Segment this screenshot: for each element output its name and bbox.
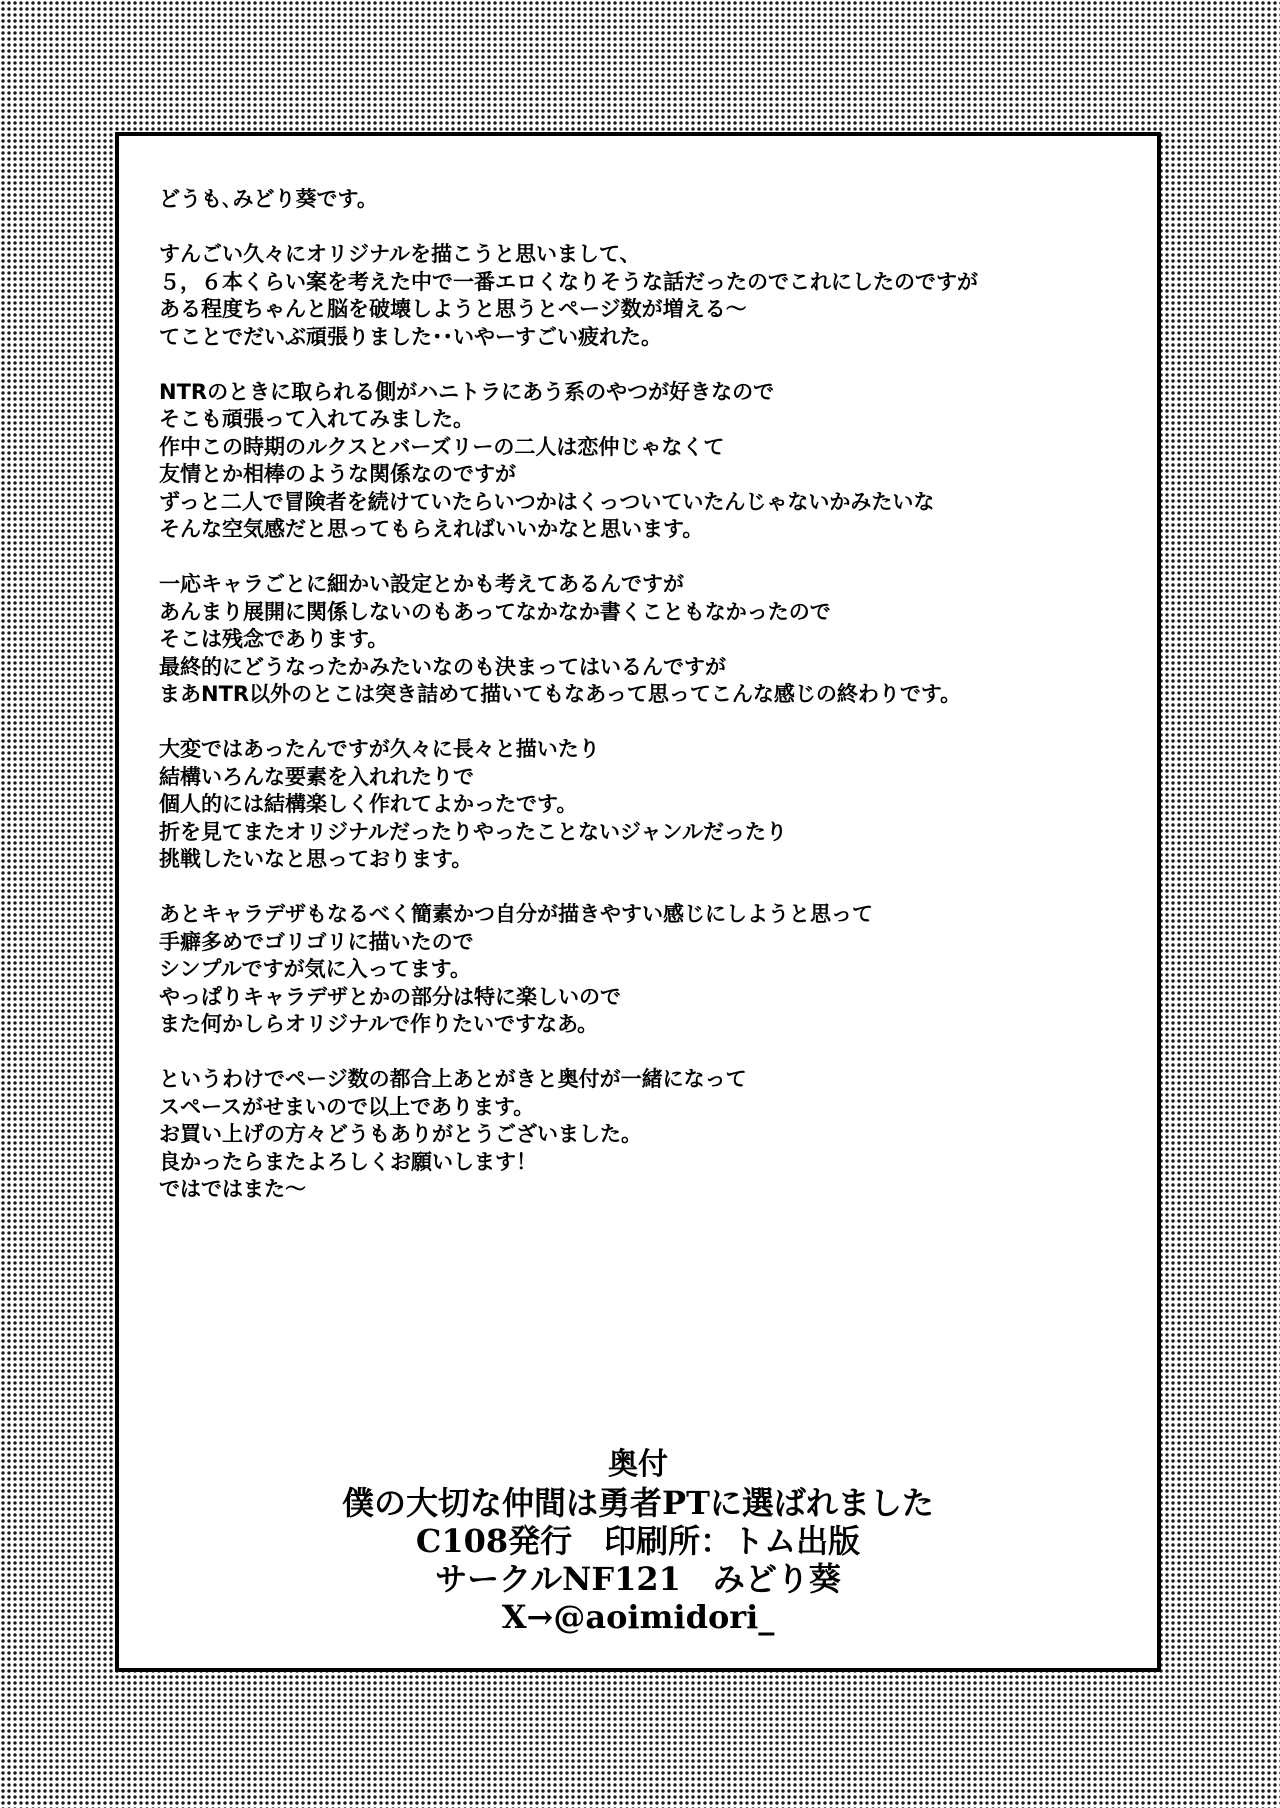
afterword-line: どうも､みどり葵です。: [159, 187, 378, 211]
afterword-line: というわけでページ数の都合上あとがきと奥付が一緒になって: [159, 1067, 747, 1091]
afterword-line: やっぱりキャラデザとかの部分は特に楽しいので: [159, 984, 621, 1009]
afterword-paragraph: [159, 571, 1129, 709]
afterword-line: また何かしらオリジナルで作りたいですなあ。: [159, 1012, 599, 1036]
afterword-line: 一応キャラごとに細かい設定とかも考えてあるんですが: [159, 572, 684, 596]
afterword-line: ずっと二人で冒険者を続けていたらいつかはくっついていたんじゃないかみたいな: [159, 489, 935, 514]
social-handle: X→@aoimidori_: [501, 1598, 775, 1636]
afterword-line: まあNTR以外のとこは突き詰めて描いてもなあって思ってこんな感じの終わりです。: [159, 682, 962, 706]
afterword-line: ある程度ちゃんと脳を破壊しようと思うとページ数が増える〜: [159, 297, 747, 321]
afterword-paragraph: [159, 241, 1129, 351]
afterword-line: シンプルですが気に入ってます。: [159, 957, 471, 981]
afterword-line: あとキャラデザもなるべく簡素かつ自分が描きやすい感じにしようと思って: [159, 902, 873, 926]
afterword-paragraph: [159, 1066, 1129, 1204]
afterword-line: NTRのときに取られる側がハニトラにあう系のやつが好きなので: [159, 379, 775, 404]
afterword-line: ５，６本くらい案を考えた中で一番エロくなりそうな話だったのでこれにしたのですが: [159, 269, 978, 294]
afterword-line: そこは残念であります。: [159, 627, 389, 651]
afterword-line: 作中この時期のルクスとバーズリーの二人は恋仲じゃなくて: [159, 434, 725, 459]
afterword-text: [159, 186, 1129, 1231]
afterword-line: 個人的には結構楽しく作れてよかったです。: [159, 792, 578, 816]
afterword-line: 折を見てまたオリジナルだったりやったことないジャンルだったり: [159, 819, 788, 844]
afterword-line: あんまり展開に関係しないのもあってなかなか書くこともなかったので: [159, 599, 831, 624]
afterword-paragraph: [159, 186, 1129, 214]
afterword-line: すんごい久々にオリジナルを描こうと思いまして、: [159, 242, 641, 266]
afterword-paragraph: [159, 901, 1129, 1039]
colophon-heading: 奥付: [608, 1447, 668, 1482]
event-label: C108発行: [415, 1522, 573, 1560]
printer-label: 印刷所：トム出版: [604, 1522, 861, 1560]
afterword-line: 結構いろんな要素を入れれたりで: [159, 764, 474, 789]
afterword-line: 友情とか相棒のような関係なのですが: [159, 462, 516, 486]
circle-name: サークルNF121: [435, 1560, 681, 1598]
afterword-line: そんな空気感だと思ってもらえればいいかなと思います。: [159, 517, 704, 541]
afterword-paragraph: [159, 736, 1129, 874]
afterword-line: てことでだいぶ頑張りました･･いやーすごい疲れた。: [159, 324, 662, 349]
afterword-line: 良かったらまたよろしくお願いします！: [159, 1149, 537, 1174]
publication-info: [119, 1522, 1157, 1560]
afterword-line: お買い上げの方々どうもありがとうございました。: [159, 1122, 642, 1146]
afterword-line: 最終的にどうなったかみたいなのも決まってはいるんですが: [159, 654, 726, 679]
page-frame: [115, 132, 1161, 1672]
afterword-line: ではではまた〜: [159, 1177, 306, 1201]
afterword-line: 大変ではあったんですが久々に長々と描いたり: [159, 737, 600, 761]
afterword-line: そこも頑張って入れてみました。: [159, 407, 474, 431]
afterword-line: 手癖多めでゴリゴリに描いたので: [159, 929, 474, 954]
circle-info: [119, 1560, 1157, 1598]
author-name: みどり葵: [712, 1560, 841, 1598]
afterword-paragraph: [159, 379, 1129, 544]
afterword-line: 挑戦したいなと思っております。: [159, 847, 473, 871]
afterword-line: スペースがせまいので以上であります。: [159, 1094, 535, 1119]
colophon: [119, 1446, 1157, 1636]
book-title: 僕の大切な仲間は勇者PTに選ばれました: [342, 1484, 934, 1522]
